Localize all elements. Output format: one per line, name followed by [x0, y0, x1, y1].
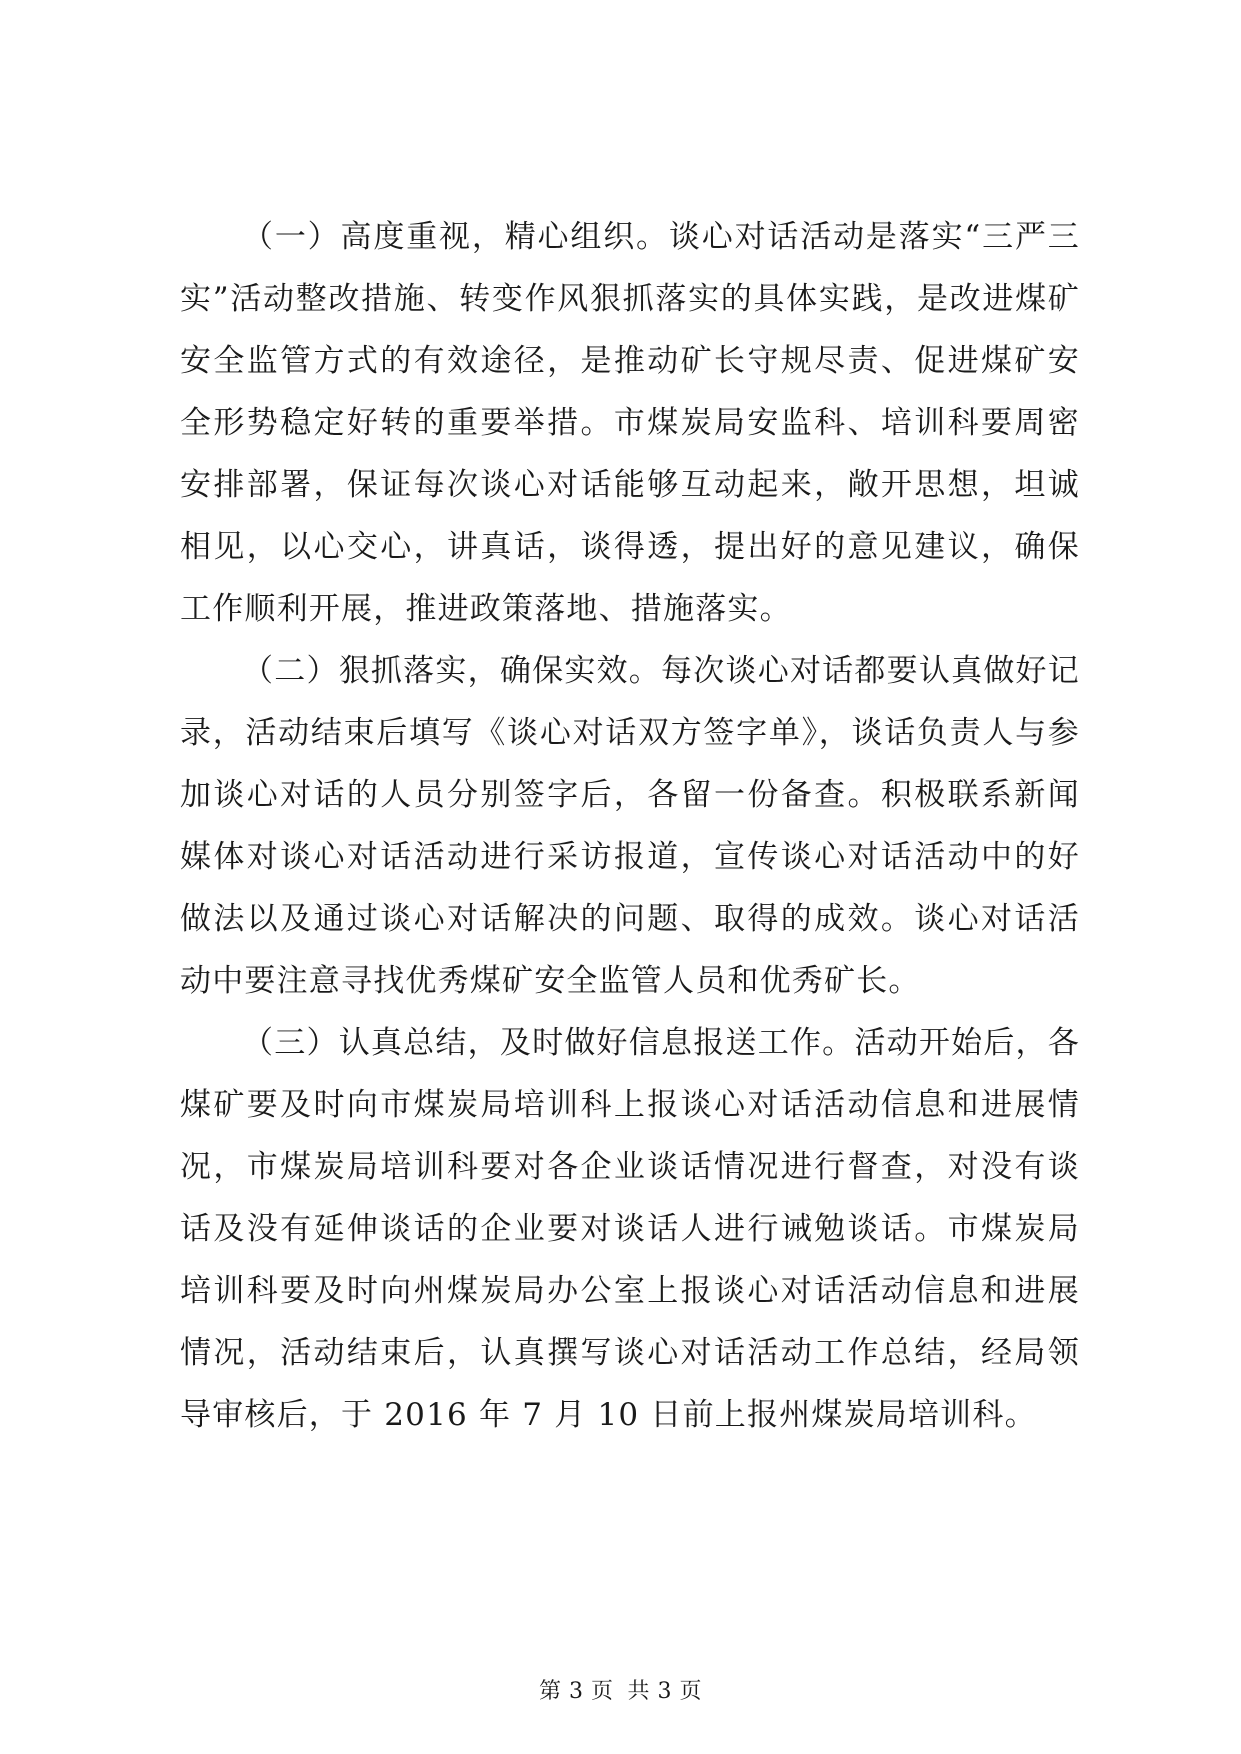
page-footer — [0, 1677, 1241, 1707]
document-body — [180, 206, 1080, 1446]
page-total: 共 3 页 — [627, 1679, 702, 1704]
paragraph-summary: （三）认真总结，及时做好信息报送工作。活动开始后，各煤矿要及时向市煤炭局培训科上报谈心对话活动信息和进展情况，市煤炭局培训科要对各企业谈话情况进行督查，对没有谈话及没有延伸谈话的企业要对谈话人进行诫勉谈话。市煤炭局培训科要及时向州煤炭局办公室上报谈心对话活动信息和进展情况，活动结束后，认真撰写谈心对话活动工作总结，经局领导审核后，于 2016 年 7 月 10 日前上报州煤炭局培训科。 — [180, 1025, 1080, 1433]
paragraph-organize: （一）高度重视，精心组织。谈心对话活动是落实“三严三实”活动整改措施、转变作风狠抓落实的具体实践，是改进煤矿安全监管方式的有效途径，是推动矿长守规尽责、促进煤矿安全形势稳定好转的重要举措。市煤炭局安监科、培训科要周密安排部署，保证每次谈心对话能够互动起来，敞开思想，坦诚相见，以心交心，讲真话，谈得透，提出好的意见建议，确保工作顺利开展，推进政策落地、措施落实。 — [180, 219, 1080, 627]
paragraph-implement: （二）狠抓落实，确保实效。每次谈心对话都要认真做好记录，活动结束后填写《谈心对话双方签字单》，谈话负责人与参加谈心对话的人员分别签字后，各留一份备查。积极联系新闻媒体对谈心对话活动进行采访报道，宣传谈心对话活动中的好做法以及通过谈心对话解决的问题、取得的成效。谈心对话活动中要注意寻找优秀煤矿安全监管人员和优秀矿长。 — [180, 653, 1080, 999]
page-number: 第 3 页 — [539, 1679, 614, 1704]
